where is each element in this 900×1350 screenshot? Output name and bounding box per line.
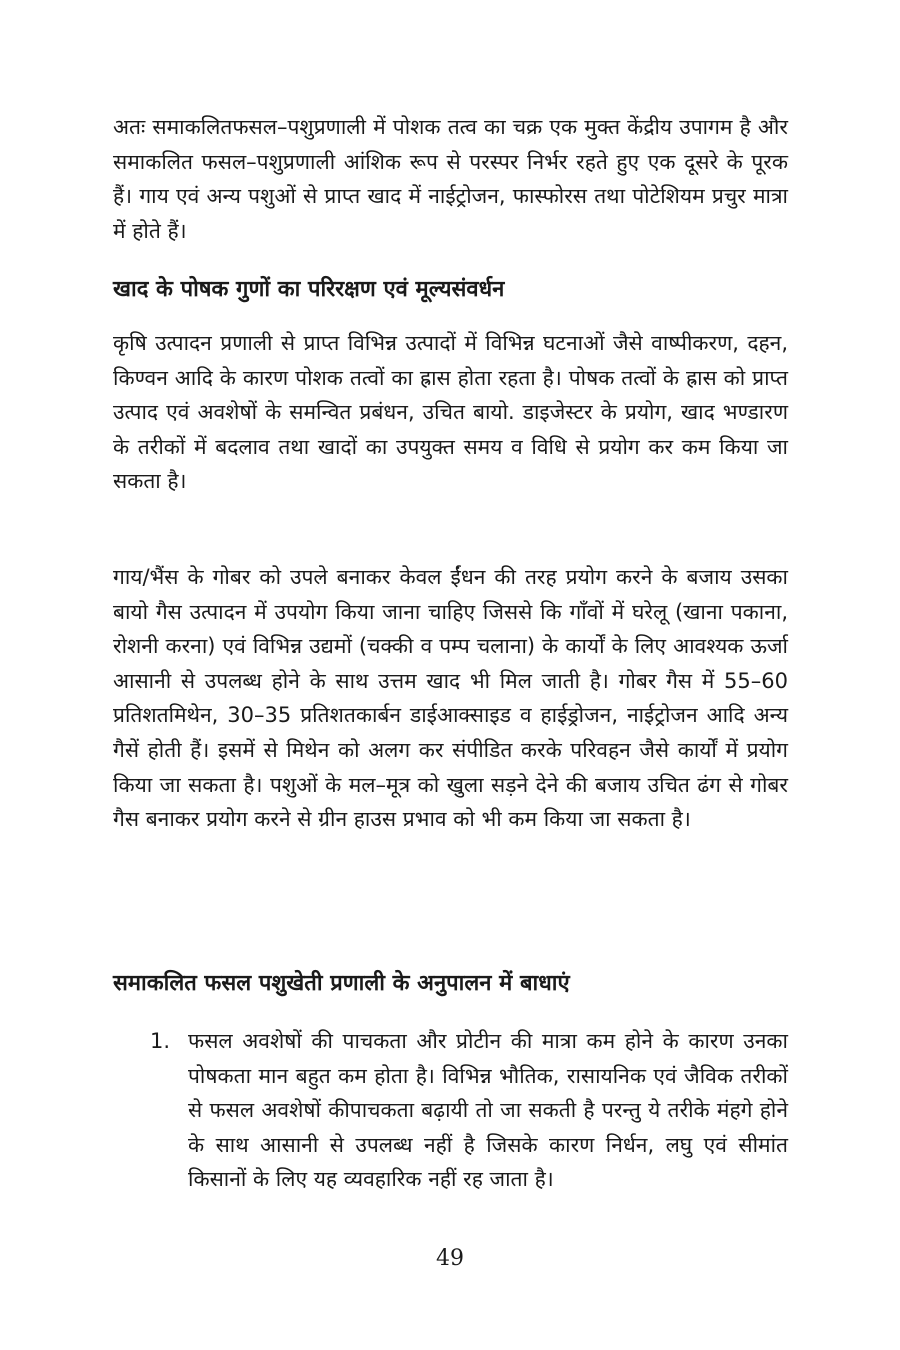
heading-manure-preservation: खाद के पोषक गुणों का परिरक्षण एवं मूल्यसंवर्धन <box>113 277 505 302</box>
list-item-number: 1. <box>150 1029 171 1053</box>
paragraph-nutrient-cycle: अतः समाकलितफसल–पशुप्रणाली में पोशक तत्व का चक्र एक मुक्त केंद्रीय उपागम है और समाकलित फसल–पशुप्रणाली आंशिक रूप से परस्पर निर्भर रहते हुए एक दूसरे के पूरक हैं। गाय एवं अन्य पशुओं से प्राप्त खाद में नाईट्रोजन, फास्फोरस तथा पोटेशियम प्रचुर मात्रा में होते हैं। <box>113 115 788 243</box>
heading-constraints: समाकलित फसल पशुखेती प्रणाली के अनुपालन में बाधाएं <box>113 971 570 996</box>
paragraph-biogas: गाय/भैंस के गोबर को उपले बनाकर केवल ईंधन की तरह प्रयोग करने के बजाय उसका बायो गैस उत्पादन में उपयोग किया जाना चाहिए जिससे कि गाँवों में घरेलू (खाना पकाना, रोशनी करना) एवं विभिन्न उद्यमों (चक्की व पम्प चलाना) के कार्यों के लिए आवश्यक ऊर्जा आसानी से उपलब्ध होने के साथ उत्तम खाद भी मिल जाती है। गोबर गैस में 55–60 प्रतिशतमिथेन, 30–35 प्रतिशतकार्बन डाईआक्साइड व हाईड्रोजन, नाईट्रोजन आदि अन्य गैसें होती हैं। इसमें से मिथेन को अलग कर संपीडित करके परिवहन जैसे कार्यों में प्रयोग किया जा सकता है। पशुओं के मल–मूत्र को खुला सड़ने देने की बजाय उचित ढंग से गोबर गैस बनाकर प्रयोग करने से ग्रीन हाउस प्रभाव को भी कम किया जा सकता है। <box>113 565 788 832</box>
list-item-text: फसल अवशेषों की पाचकता और प्रोटीन की मात्रा कम होने के कारण उनका पोषकता मान बहुत कम होता है। विभिन्न भौतिक, रासायनिक एवं जैविक तरीकों से फसल अवशेषों कीपाचकता बढ़ायी तो जा सकती है परन्तु ये तरीके मंहगे होने के साथ आसानी से उपलब्ध नहीं है जिसके कारण निर्धन, लघु एवं सीमांत किसानों के लिए यह व्यवहारिक नहीं रह जाता है। <box>188 1029 788 1192</box>
page-number: 49 <box>436 1246 464 1271</box>
paragraph-nutrient-loss: कृषि उत्पादन प्रणाली से प्राप्त विभिन्न उत्पादों में विभिन्न घटनाओं जैसे वाष्पीकरण, दहन, किण्वन आदि के कारण पोशक तत्वों का ह्रास होता रहता है। पोषक तत्वों के ह्रास को प्राप्त उत्पाद एवं अवशेषों के समन्वित प्रबंधन, उचित बायो. डाइजेस्टर के प्रयोग, खाद भण्डारण के तरीकों में बदलाव तथा खादों का उपयुक्त समय व विधि से प्रयोग कर कम किया जा सकता है। <box>113 331 788 494</box>
